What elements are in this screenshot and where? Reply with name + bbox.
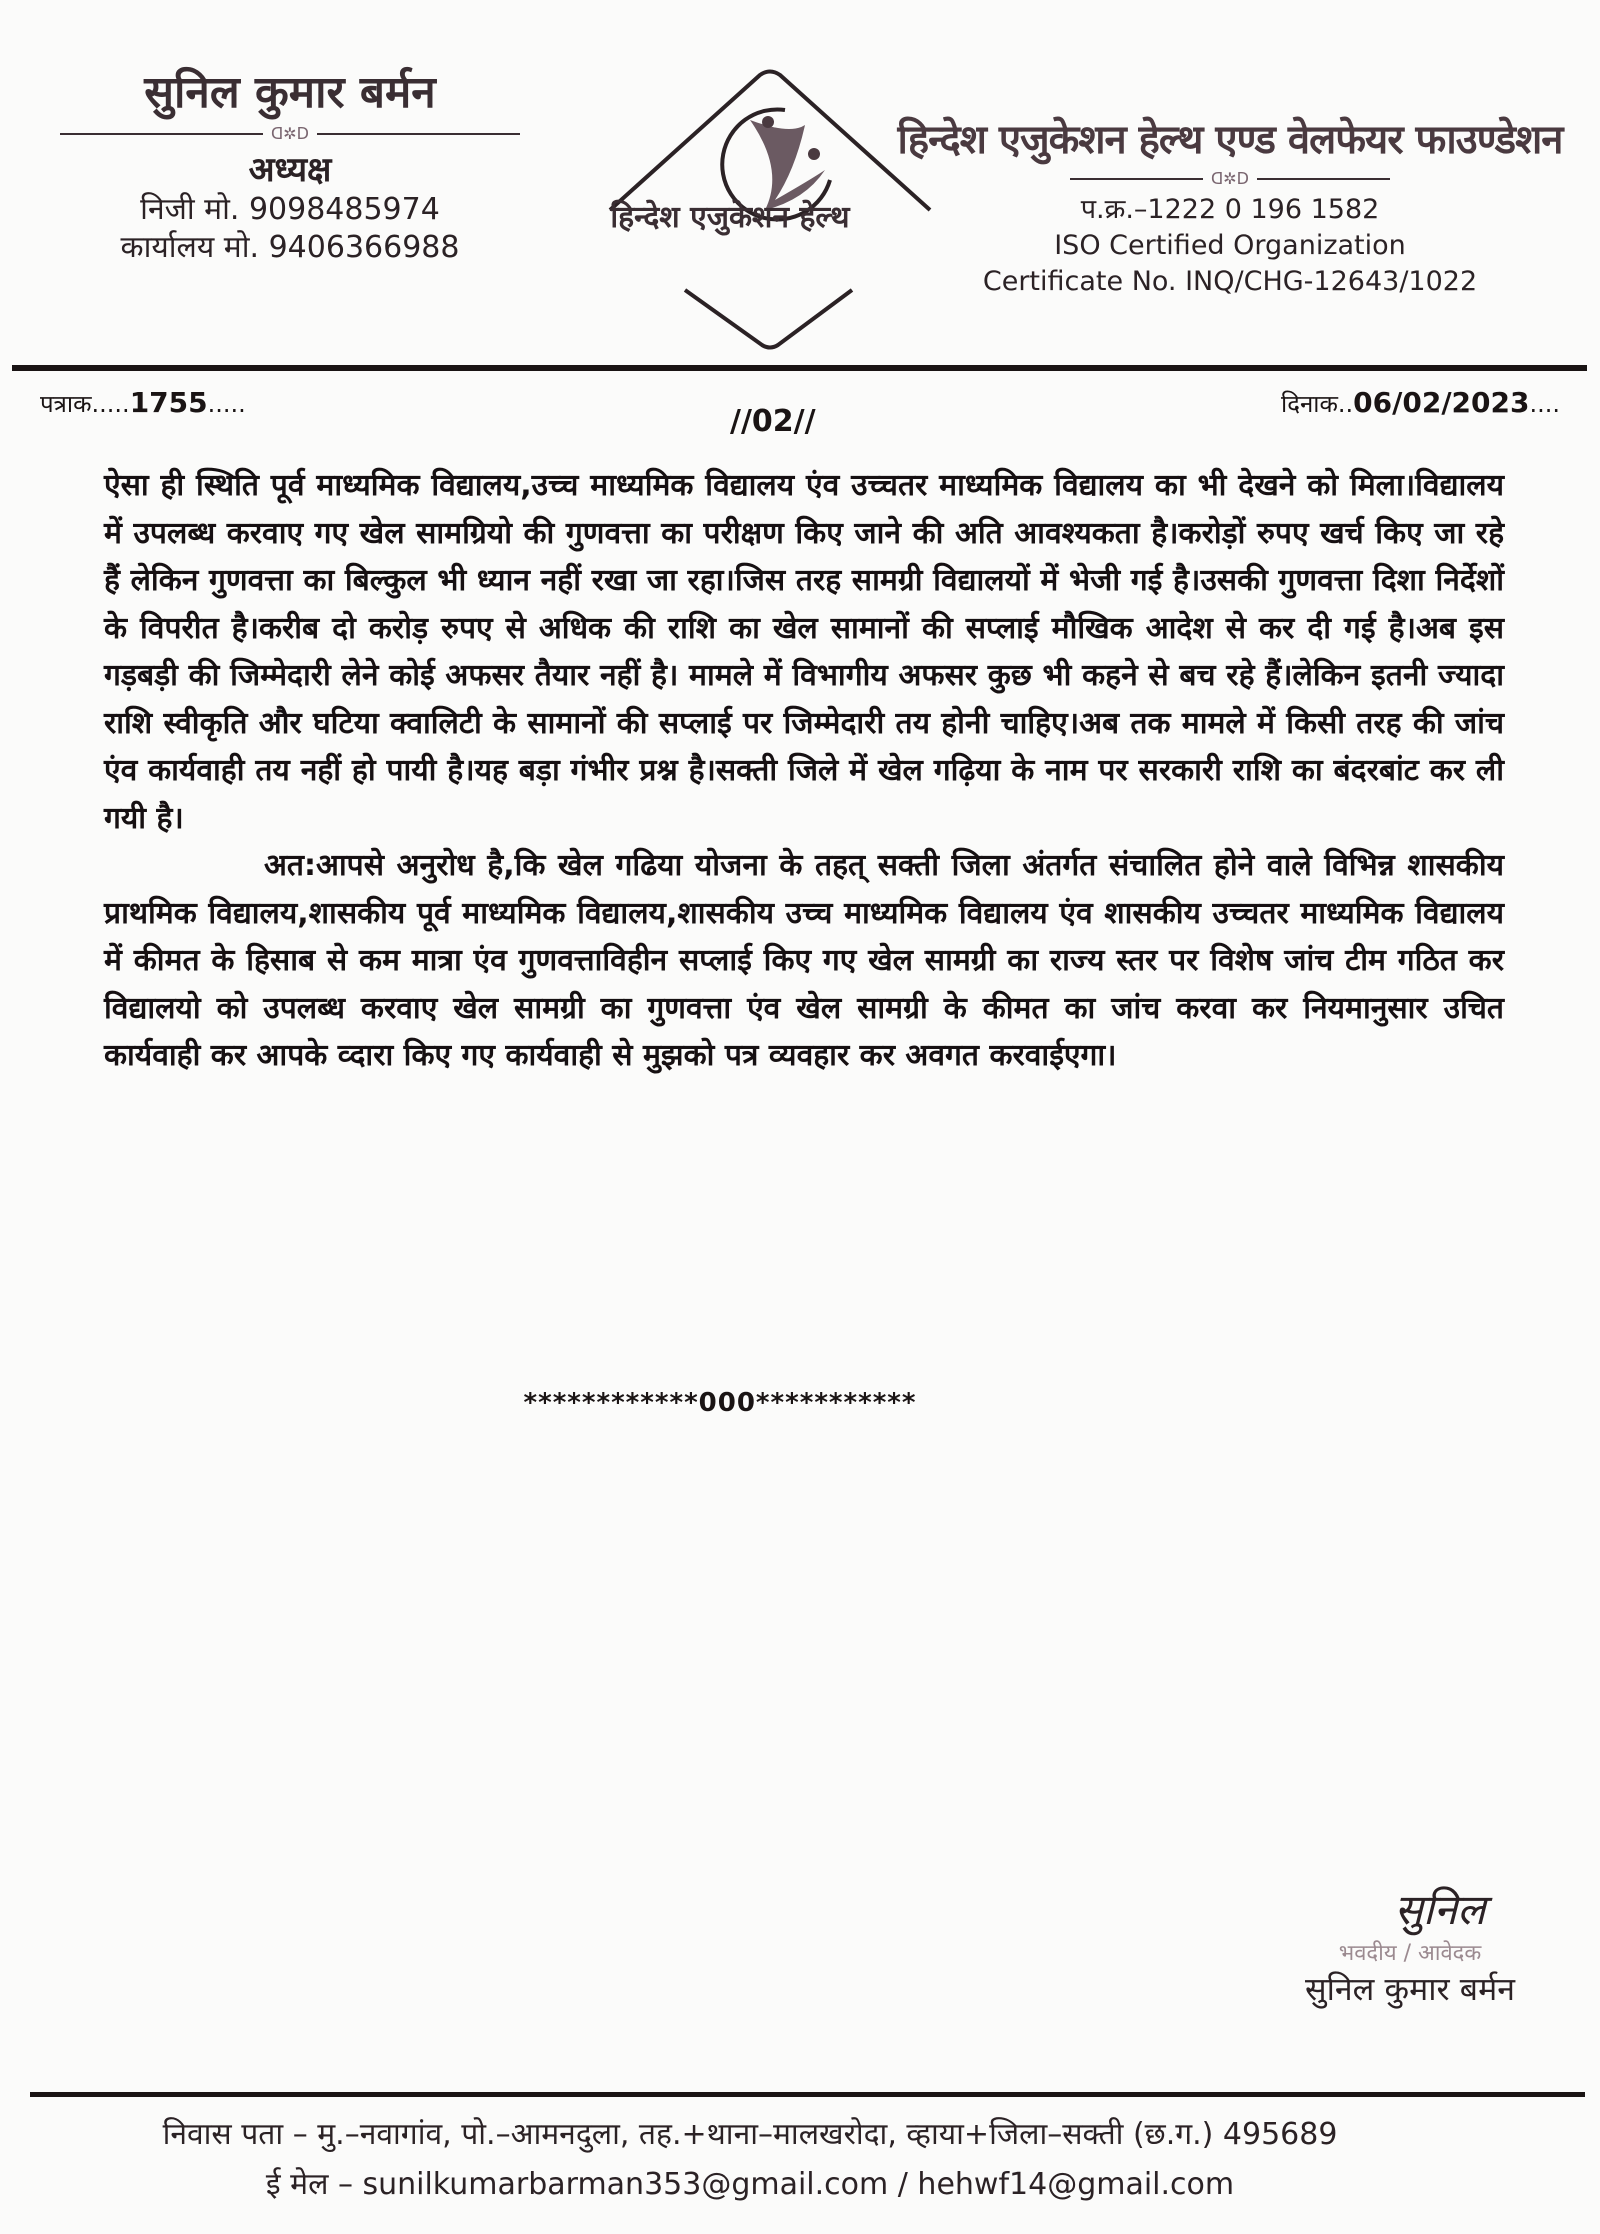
logo-head-2 [808,148,820,160]
personal-phone-number: 9098485974 [248,192,440,227]
ornament-icon: ᗡ✲ᗞ [271,124,309,143]
footer-rule [30,2092,1585,2097]
organization-name: हिन्देश एजुकेशन हेल्थ एण्ड वेलफेयर फाउण्डेशन [897,116,1563,163]
reference-row [40,386,1560,439]
divider-line [317,133,520,135]
residential-address: निवास पता – मु.–नवागांव, पो.–आमनदुला, तह.+थाना–मालखरोदा, व्हाया+जिला–सक्ती (छ.ग.) 495689 [162,2117,1338,2152]
signature-role: भवदीय / आवेदक [1338,1941,1482,1966]
office-phone-label: कार्यालय मो. [120,230,260,265]
logo-text: हिन्देश एजुकेशन हेल्थ [610,200,850,235]
email-addresses: ई मेल – sunilkumarbarman353@gmail.com / hehwf14@gmail.com [265,2167,1235,2202]
divider-line [60,133,263,135]
letter-number-suffix: ..... [207,390,246,418]
letter-body [104,462,1504,1080]
sender-title: अध्यक्ष [248,150,332,190]
ornament-icon: ᗡ✲ᗞ [1211,169,1249,188]
body-paragraph-1: ऐसा ही स्थिति पूर्व माध्यमिक विद्यालय,उच्च माध्यमिक विद्यालय एंव उच्चतर माध्यमिक विद्यालय का भी देखने को मिला।विद्यालय में उपलब्ध करवाए गए खेल सामग्रियो की गुणवत्ता का परीक्षण किए जाने की अति आवश्यकता है।करोड़ों रुपए खर्च किए जा रहे हैं लेकिन गुणवत्ता का बिल्कुल भी ध्यान नहीं रखा जा रहा।जिस तरह सामग्री विद्यालयों में भेजी गई है।उसकी गुणवत्ता दिशा निर्देशों के विपरीत है।करीब दो करोड़ रुपए से अधिक की राशि का खेल सामानों की सप्लाई मौखिक आदेश से कर दी गई है।अब इस गड़बड़ी की जिम्मेदारी लेने कोई अफसर तैयार नहीं है। मामले में विभागीय अफसर कुछ भी कहने से बच रहे हैं।लेकिन इतनी ज्यादा राशि स्वीकृति और घटिया क्वालिटी के सामानों की सप्लाई पर जिम्मेदारी तय होनी चाहिए।अब तक मामले में किसी तरह की जांच एंव कार्यवाही तय नहीं हो पायी है।यह बड़ा गंभीर प्रश्न है।सक्ती जिले में खेल गढ़िया के नाम पर सरकारी राशि का बंदरबांट कर ली गयी है। [104,468,1504,836]
organization-block [880,110,1580,300]
letter-date [1281,386,1560,420]
date-label: दिनाक.. [1280,390,1354,418]
logo-diamond-bottom [685,290,852,348]
ornament-divider [60,124,520,143]
date-suffix: .... [1529,390,1560,418]
sender-name: सुनिल कुमार बर्मन [144,67,436,118]
date-value: 06/02/2023 [1353,386,1530,419]
divider-line [1070,178,1203,180]
logo-head-1 [762,116,774,128]
personal-phone [60,191,520,229]
letter-number-label: पत्राक..... [40,390,130,418]
header-rule [12,365,1587,371]
body-paragraph-2: अत:आपसे अनुरोध है,कि खेल गढिया योजना के तहत् सक्ती जिला अंतर्गत संचालित होने वाले विभिन्न शासकीय प्राथमिक विद्यालय,शासकीय पूर्व माध्यमिक विद्यालय,शासकीय उच्च माध्यमिक विद्यालय एंव शासकीय उच्चतर माध्यमिक विद्यालय में कीमत के हिसाब से कम मात्रा एंव गुणवत्ताविहीन सप्लाई किए गए खेल सामग्री का राज्य स्तर पर विशेष जांच टीम गठित कर विद्यालयो को उपलब्ध करवाए खेल सामग्री का गुणवत्ता एंव खेल सामग्री के कीमत का जांच करवा कर नियमानुसार उचित कार्यवाही कर आपके व्दारा किए गए कार्यवाही से मुझको पत्र व्यवहार कर अवगत करवाईएगा। [104,848,1504,1073]
sender-block [60,60,520,267]
personal-phone-label: निजी मो. [140,192,240,227]
letter-number-value: 1755 [129,386,208,419]
iso-certification: ISO Certified Organization [1054,230,1406,261]
letter-number [40,386,246,420]
ornament-divider [1070,169,1390,188]
closing-mark: ************000*********** [523,1388,917,1418]
office-phone [60,229,520,267]
divider-line [1257,178,1390,180]
signature-block [1250,1880,1570,2010]
registration-number: प.क्र.–1222 0 196 1582 [1080,194,1380,225]
certificate-number: Certificate No. INQ/CHG-12643/1022 [982,266,1478,297]
page-number: //02// [730,404,816,439]
signatory-name: सुनिल कुमार बर्मन [1305,1970,1515,2008]
handwritten-signature: सुनिल [1394,1885,1486,1934]
office-phone-number: 9406366988 [268,230,460,265]
